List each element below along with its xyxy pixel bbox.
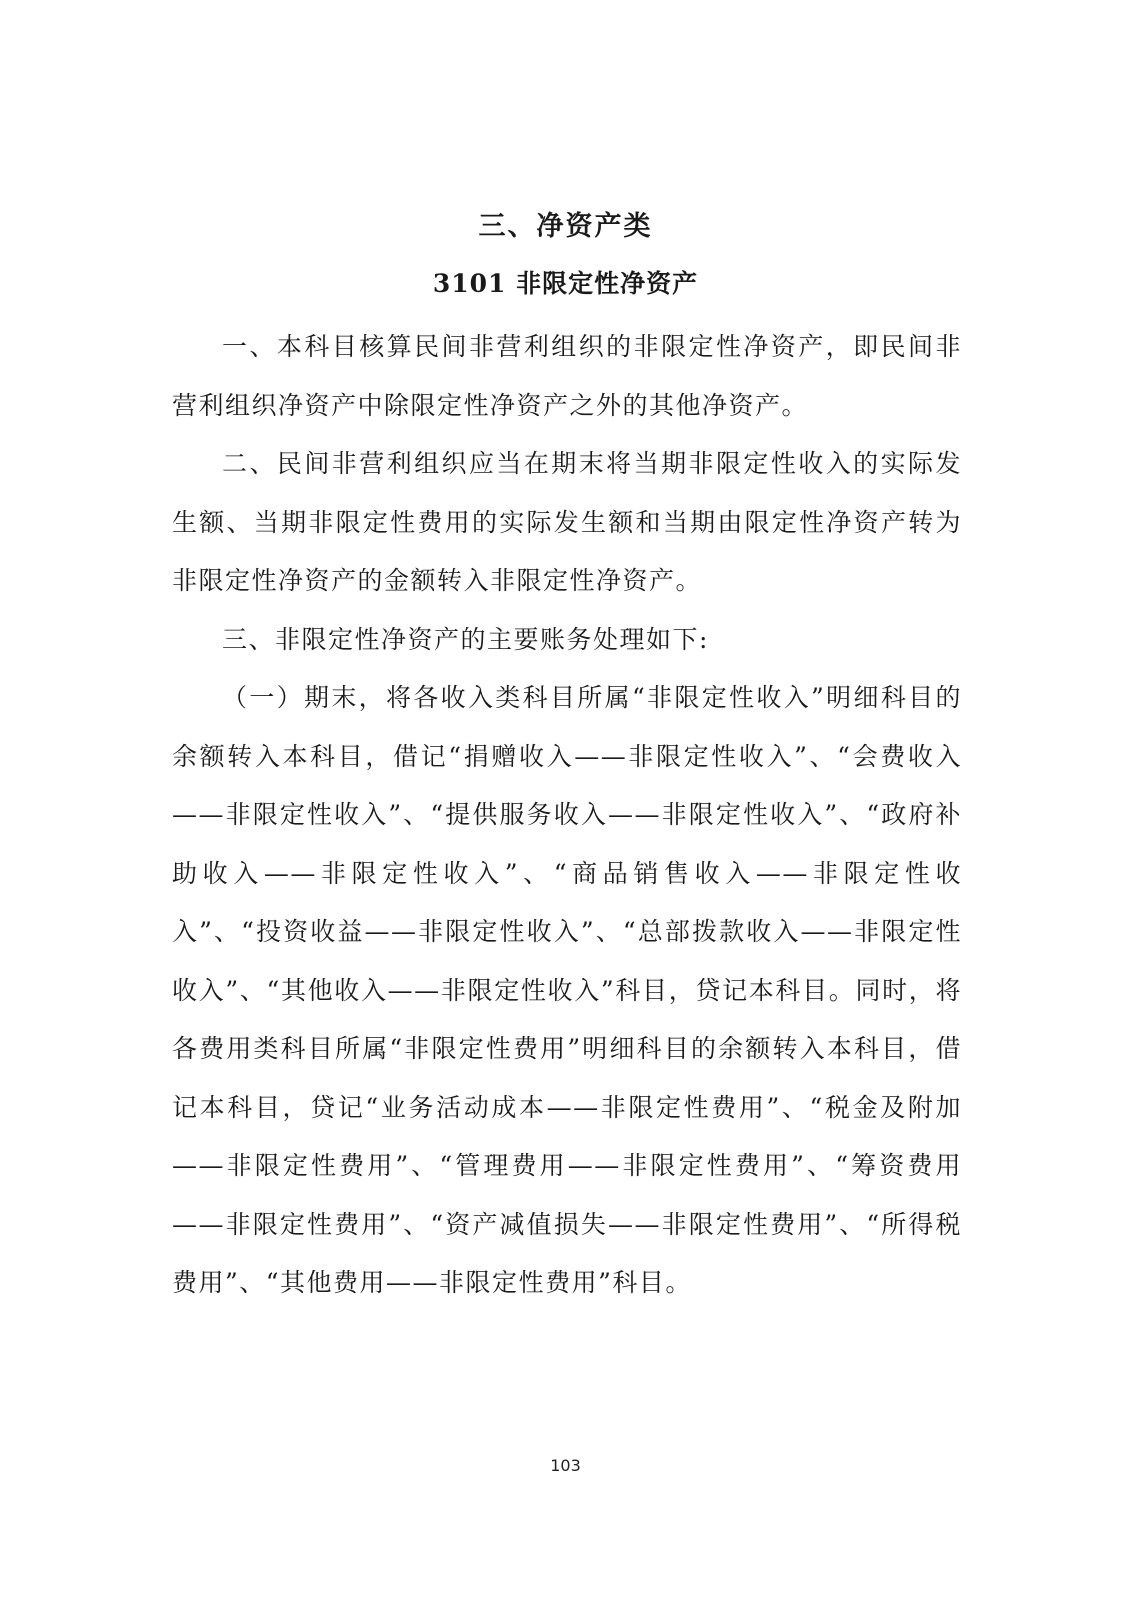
paragraph-period-end-transfer: 二、民间非营利组织应当在期末将当期非限定性收入的实际发生额、当期非限定性费用的实际发生额和当期由限定性净资产转为非限定性净资产的金额转入非限定性净资产。 xyxy=(172,449,962,595)
account-title: 3101 非限定性净资产 xyxy=(432,269,699,298)
page-number: 103 xyxy=(550,1456,581,1475)
paragraph-entry-1: （一）期末，将各收入类科目所属“非限定性收入”明细科目的余额转入本科目，借记“捐赠收入——非限定性收入”、“会费收入——非限定性收入”、“提供服务收入——非限定性收入”、“政府补助收入——非限定性收入”、“商品销售收入——非限定性收入”、“投资收益——非限定性收入”、“总部拨款收入——非限定性收入”、“其他收入——非限定性收入”科目，贷记本科目。同时，将各费用类科目所属“非限定性费用”明细科目的余额转入本科目，借记本科目，贷记“业务活动成本——非限定性费用”、“税金及附加——非限定性费用”、“管理费用——非限定性费用”、“筹资费用——非限定性费用”、“资产减值损失——非限定性费用”、“所得税费用”、“其他费用——非限定性费用”科目。 xyxy=(172,683,962,1297)
body-text xyxy=(172,318,962,1313)
section-title: 三、净资产类 xyxy=(478,211,653,242)
paragraph-scope: 一、本科目核算民间非营利组织的非限定性净资产，即民间非营利组织净资产中除限定性净资产之外的其他净资产。 xyxy=(172,332,962,420)
paragraph-main-entries-intro: 三、非限定性净资产的主要账务处理如下: xyxy=(222,624,709,654)
